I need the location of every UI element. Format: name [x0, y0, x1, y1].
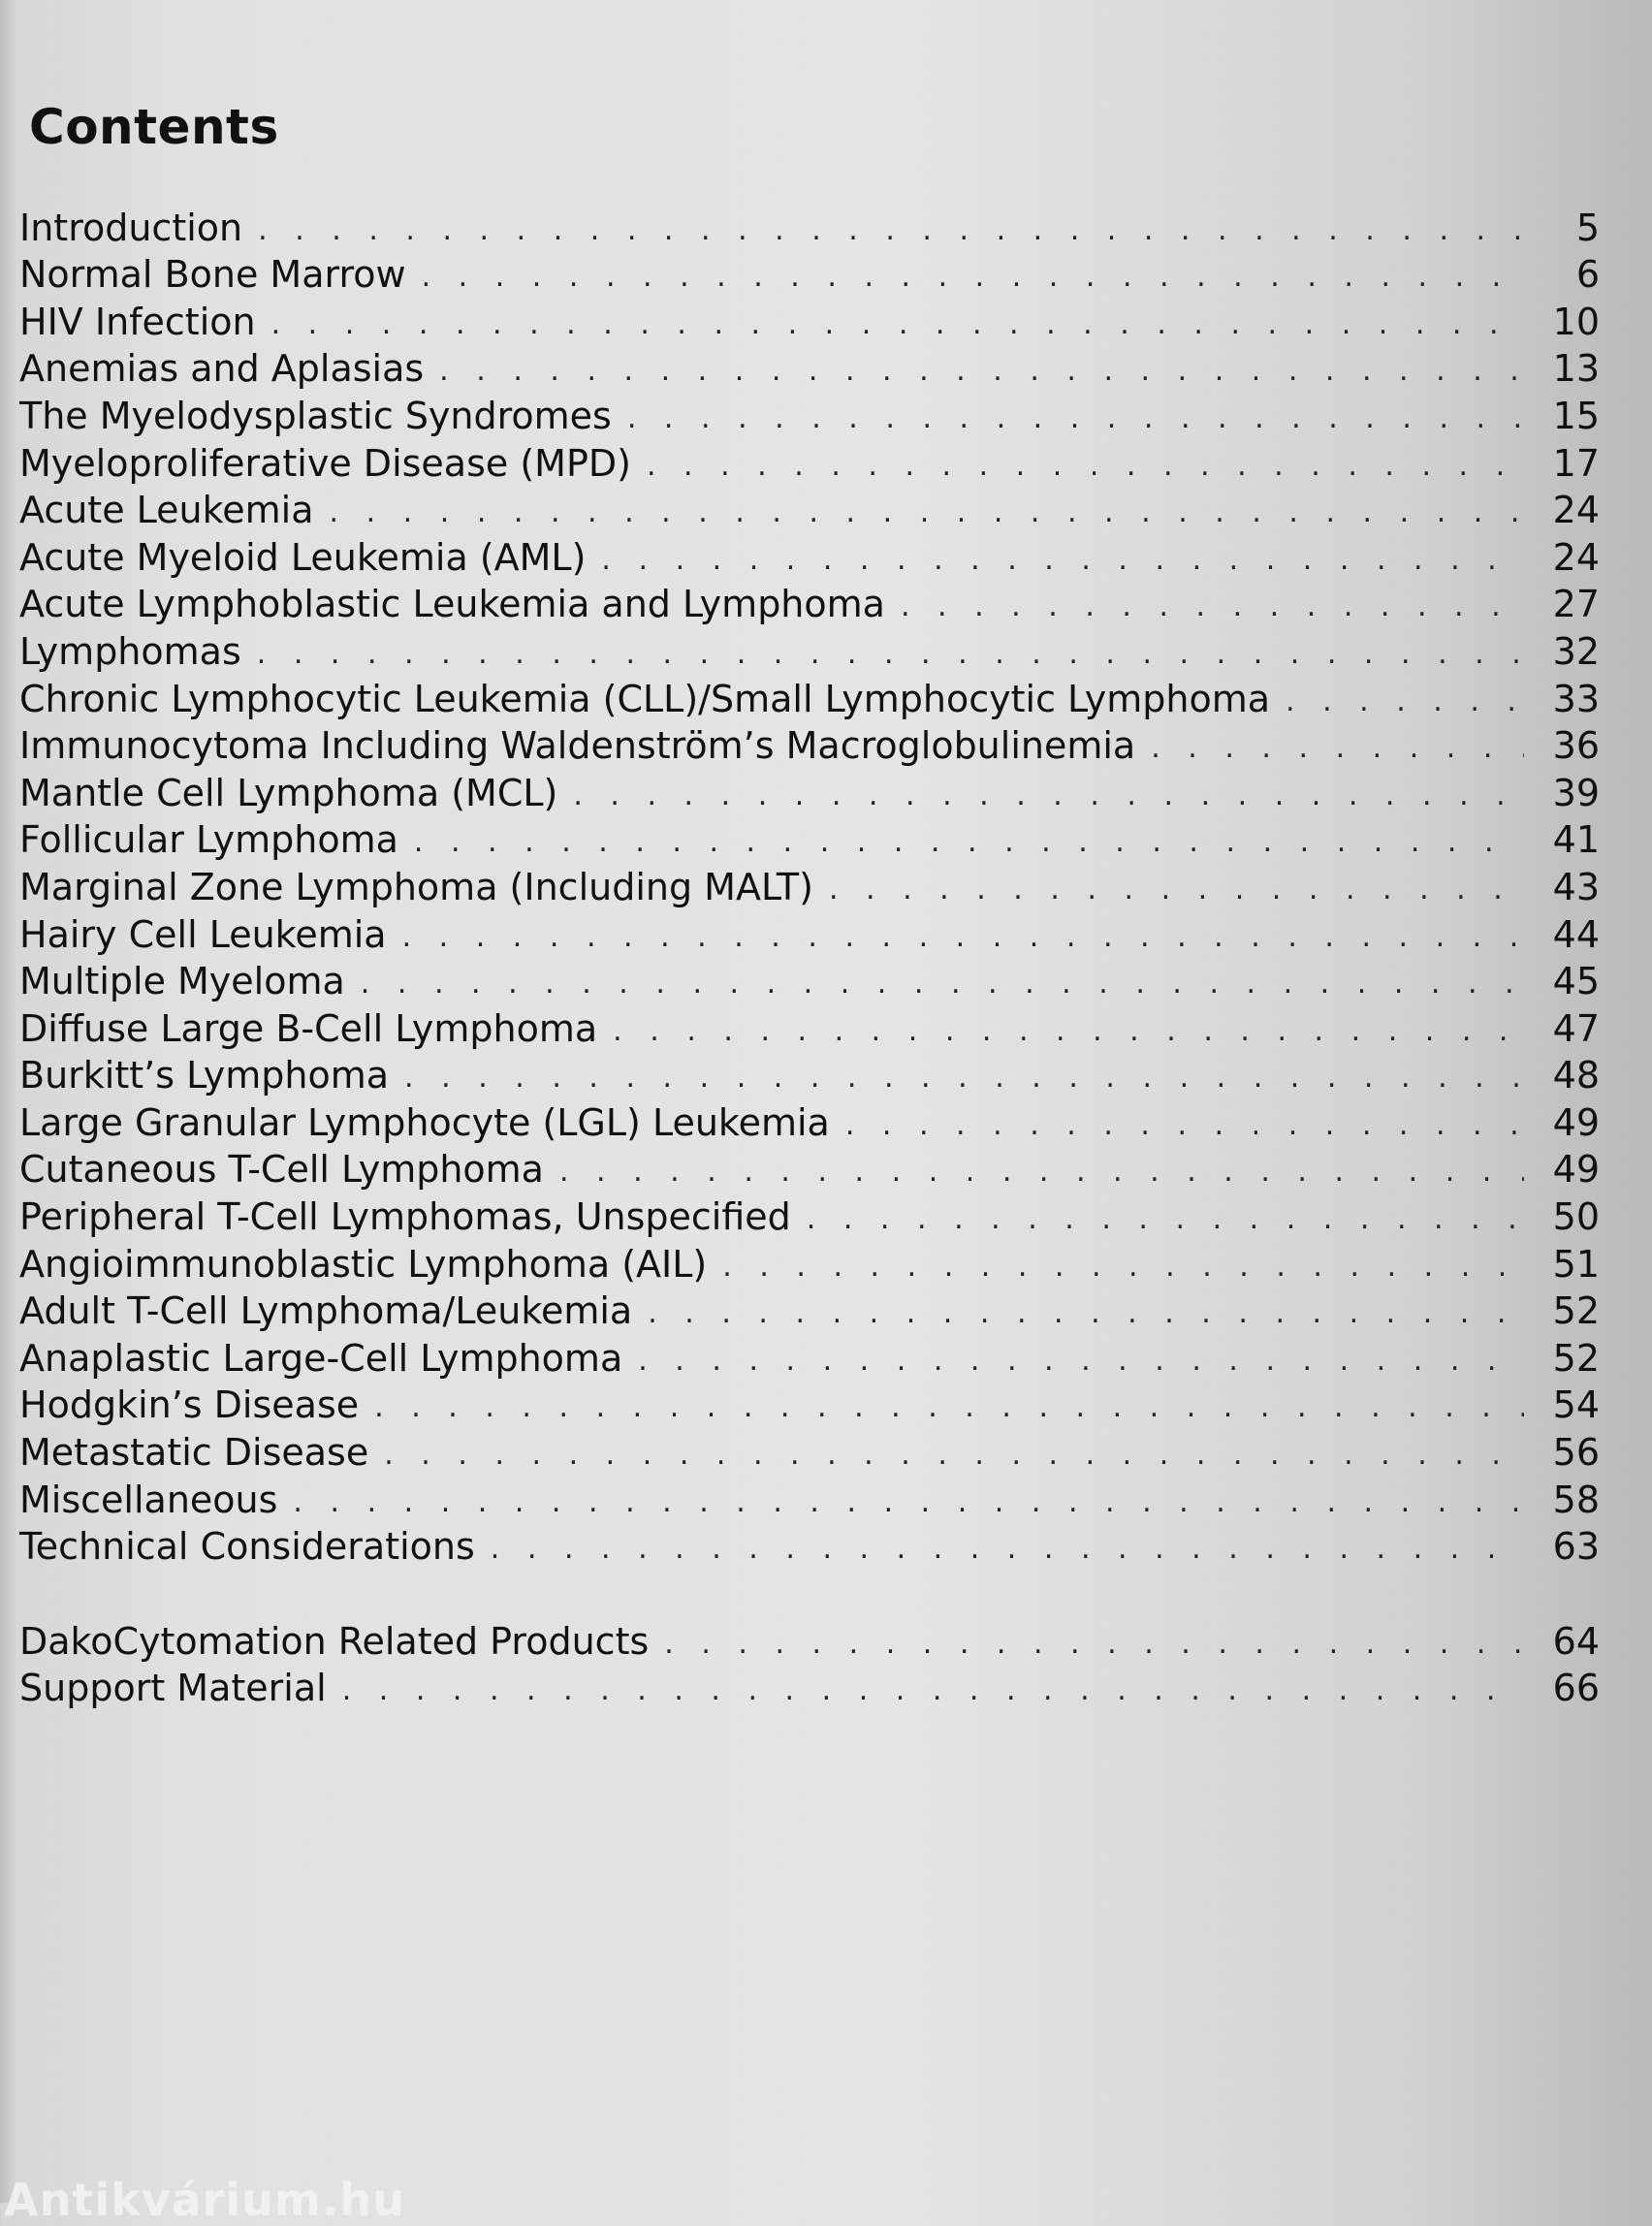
- toc-entry-title: Hodgkin’s Disease: [19, 1383, 360, 1427]
- dot-leader: [845, 1106, 1524, 1145]
- dot-leader: [647, 447, 1524, 486]
- dot-leader: [414, 823, 1524, 862]
- toc-entry-page-number: 44: [1552, 912, 1600, 956]
- dot-leader: [722, 1248, 1524, 1287]
- toc-entry: [19, 721, 1600, 769]
- dot-leader: [384, 1436, 1524, 1475]
- page-title: Contents: [29, 99, 279, 155]
- toc-entry-title: Acute Lymphoblastic Leukemia and Lymphoma: [19, 583, 885, 626]
- toc-entry: [19, 1333, 1600, 1381]
- toc-entry: [19, 1287, 1600, 1334]
- toc-entry-title: Burkitt’s Lymphoma: [19, 1054, 390, 1097]
- dot-leader: [402, 918, 1524, 957]
- toc-entry-page-number: 52: [1552, 1336, 1600, 1380]
- toc-entry-page-number: 24: [1552, 535, 1600, 579]
- page-spine-edge: [0, 0, 17, 2203]
- toc-entry-page-number: 39: [1552, 771, 1600, 814]
- toc-entry-title: The Myelodysplastic Syndromes: [19, 394, 612, 437]
- toc-entry-page-number: 64: [1552, 1619, 1600, 1663]
- toc-entry-title: Metastatic Disease: [19, 1431, 369, 1475]
- dot-leader: [257, 635, 1524, 674]
- toc-entry-page-number: 33: [1552, 677, 1600, 720]
- toc-entry-title: Diffuse Large B-Cell Lymphoma: [19, 1006, 598, 1050]
- toc-entry-title: Acute Myeloid Leukemia (AML): [19, 535, 587, 579]
- toc-entry: [19, 1003, 1600, 1051]
- toc-entry-page-number: 49: [1552, 1148, 1600, 1192]
- toc-entry: [19, 1145, 1600, 1192]
- dot-leader: [901, 588, 1524, 626]
- toc-entry: [19, 297, 1600, 344]
- dot-leader: [258, 211, 1524, 250]
- toc-entry: [19, 909, 1600, 957]
- toc-entry: [19, 438, 1600, 486]
- toc-entry-page-number: 32: [1552, 629, 1600, 673]
- toc-entry-page-number: 52: [1552, 1289, 1600, 1333]
- dot-leader: [1286, 683, 1524, 721]
- dot-leader: [559, 1153, 1524, 1192]
- toc-entry-page-number: 41: [1552, 818, 1600, 862]
- dot-leader: [271, 305, 1524, 344]
- dot-leader: [573, 777, 1524, 815]
- toc-entry-title: Mantle Cell Lymphoma (MCL): [19, 771, 558, 814]
- toc-entry-page-number: 17: [1552, 441, 1600, 485]
- toc-entry: [19, 957, 1600, 1004]
- toc-entry: [19, 626, 1600, 674]
- toc-entry-page-number: 13: [1552, 347, 1600, 391]
- dot-leader: [491, 1530, 1524, 1569]
- toc-list: [19, 203, 1600, 1710]
- toc-entry: [19, 344, 1600, 392]
- dot-leader: [829, 871, 1524, 909]
- dot-leader: [648, 1294, 1524, 1333]
- toc-entry-page-number: 6: [1575, 253, 1600, 297]
- toc-entry-title: Marginal Zone Lymphoma (Including MALT): [19, 865, 813, 908]
- dot-leader: [638, 1342, 1524, 1381]
- toc-entry-page-number: 48: [1552, 1054, 1600, 1097]
- toc-entry-title: DakoCytomation Related Products: [19, 1619, 650, 1663]
- dot-leader: [627, 399, 1524, 438]
- toc-entry: [19, 1381, 1600, 1428]
- toc-entry-title: Angioimmunoblastic Lymphoma (AIL): [19, 1242, 708, 1286]
- dot-leader: [613, 1012, 1524, 1051]
- toc-entry-title: Hairy Cell Leukemia: [19, 912, 387, 956]
- toc-entry: [19, 532, 1600, 580]
- toc-entry-page-number: 56: [1552, 1431, 1600, 1475]
- toc-entry: [19, 486, 1600, 533]
- toc-entry-title: Immunocytoma Including Waldenström’s Macroglobulinemia: [19, 724, 1136, 768]
- toc-entry: [19, 1239, 1600, 1287]
- toc-entry-title: Acute Leukemia: [19, 489, 314, 532]
- toc-entry: [19, 862, 1600, 909]
- toc-entry-page-number: 27: [1552, 583, 1600, 626]
- toc-entry-page-number: 43: [1552, 865, 1600, 908]
- dot-leader: [439, 352, 1524, 391]
- toc-entry: [19, 1192, 1600, 1239]
- toc-entry-title: Multiple Myeloma: [19, 960, 345, 1003]
- toc-entry-title: Myeloproliferative Disease (MPD): [19, 441, 631, 485]
- dot-leader: [1151, 729, 1524, 768]
- toc-entry-title: Normal Bone Marrow: [19, 253, 406, 297]
- toc-entry-title: Anemias and Aplasias: [19, 347, 425, 391]
- toc-entry: [19, 815, 1600, 863]
- toc-entry-title: Peripheral T-Cell Lymphomas, Unspecified: [19, 1195, 791, 1239]
- toc-entry-page-number: 49: [1552, 1100, 1600, 1144]
- dot-leader: [361, 965, 1524, 1003]
- toc-entry: [19, 580, 1600, 627]
- toc-entry-title: Technical Considerations: [19, 1525, 475, 1569]
- toc-entry-page-number: 5: [1575, 206, 1600, 249]
- toc-entry: [19, 1051, 1600, 1098]
- toc-entry-page-number: 58: [1552, 1478, 1600, 1521]
- dot-leader: [293, 1483, 1524, 1522]
- toc-entry-page-number: 54: [1552, 1383, 1600, 1427]
- toc-entry-page-number: 51: [1552, 1242, 1600, 1286]
- toc-entry: [19, 391, 1600, 438]
- dot-leader: [374, 1388, 1524, 1427]
- toc-entry-title: HIV Infection: [19, 300, 256, 343]
- toc-entry-title: Introduction: [19, 206, 243, 249]
- toc-entry-title: Cutaneous T-Cell Lymphoma: [19, 1148, 544, 1192]
- toc-entry-page-number: 24: [1552, 489, 1600, 532]
- toc-entry-title: Chronic Lymphocytic Leukemia (CLL)/Small Lymphocytic Lymphoma: [19, 677, 1270, 720]
- toc-entry-page-number: 45: [1552, 960, 1600, 1003]
- toc-entry: [19, 203, 1600, 250]
- toc-entry-title: Support Material: [19, 1667, 327, 1710]
- toc-entry: [19, 1616, 1600, 1664]
- toc-entry: [19, 250, 1600, 298]
- toc-entry: [19, 768, 1600, 815]
- toc-entry-page-number: 50: [1552, 1195, 1600, 1239]
- dot-leader: [664, 1625, 1524, 1664]
- toc-entry-title: Lymphomas: [19, 629, 241, 673]
- toc-entry: [19, 1097, 1600, 1145]
- toc-entry-title: Anaplastic Large-Cell Lymphoma: [19, 1336, 623, 1380]
- toc-entry: [19, 1664, 1600, 1711]
- watermark: Antikvárium.hu: [4, 2174, 405, 2226]
- toc-entry-title: Adult T-Cell Lymphoma/Leukemia: [19, 1289, 633, 1333]
- toc-entry-title: Large Granular Lymphocyte (LGL) Leukemia: [19, 1100, 830, 1144]
- dot-leader: [330, 493, 1524, 532]
- dot-leader: [807, 1200, 1524, 1239]
- toc-entry-page-number: 47: [1552, 1006, 1600, 1050]
- toc-entry-page-number: 15: [1552, 394, 1600, 437]
- dot-leader: [422, 258, 1524, 297]
- toc-entry: [19, 1475, 1600, 1522]
- toc-entry-page-number: 36: [1552, 724, 1600, 768]
- toc-entry-title: Miscellaneous: [19, 1478, 278, 1521]
- toc-entry-page-number: 10: [1552, 300, 1600, 343]
- dot-leader: [404, 1059, 1524, 1097]
- toc-entry: [19, 1522, 1600, 1570]
- toc-entry: [19, 1427, 1600, 1475]
- dot-leader: [601, 541, 1524, 580]
- toc-entry-page-number: 66: [1552, 1667, 1600, 1710]
- dot-leader: [342, 1671, 1524, 1710]
- toc-entry-title: Follicular Lymphoma: [19, 818, 398, 862]
- toc-entry: [19, 674, 1600, 721]
- toc-entry-page-number: 63: [1552, 1525, 1600, 1569]
- contents-page: [19, 0, 1609, 2203]
